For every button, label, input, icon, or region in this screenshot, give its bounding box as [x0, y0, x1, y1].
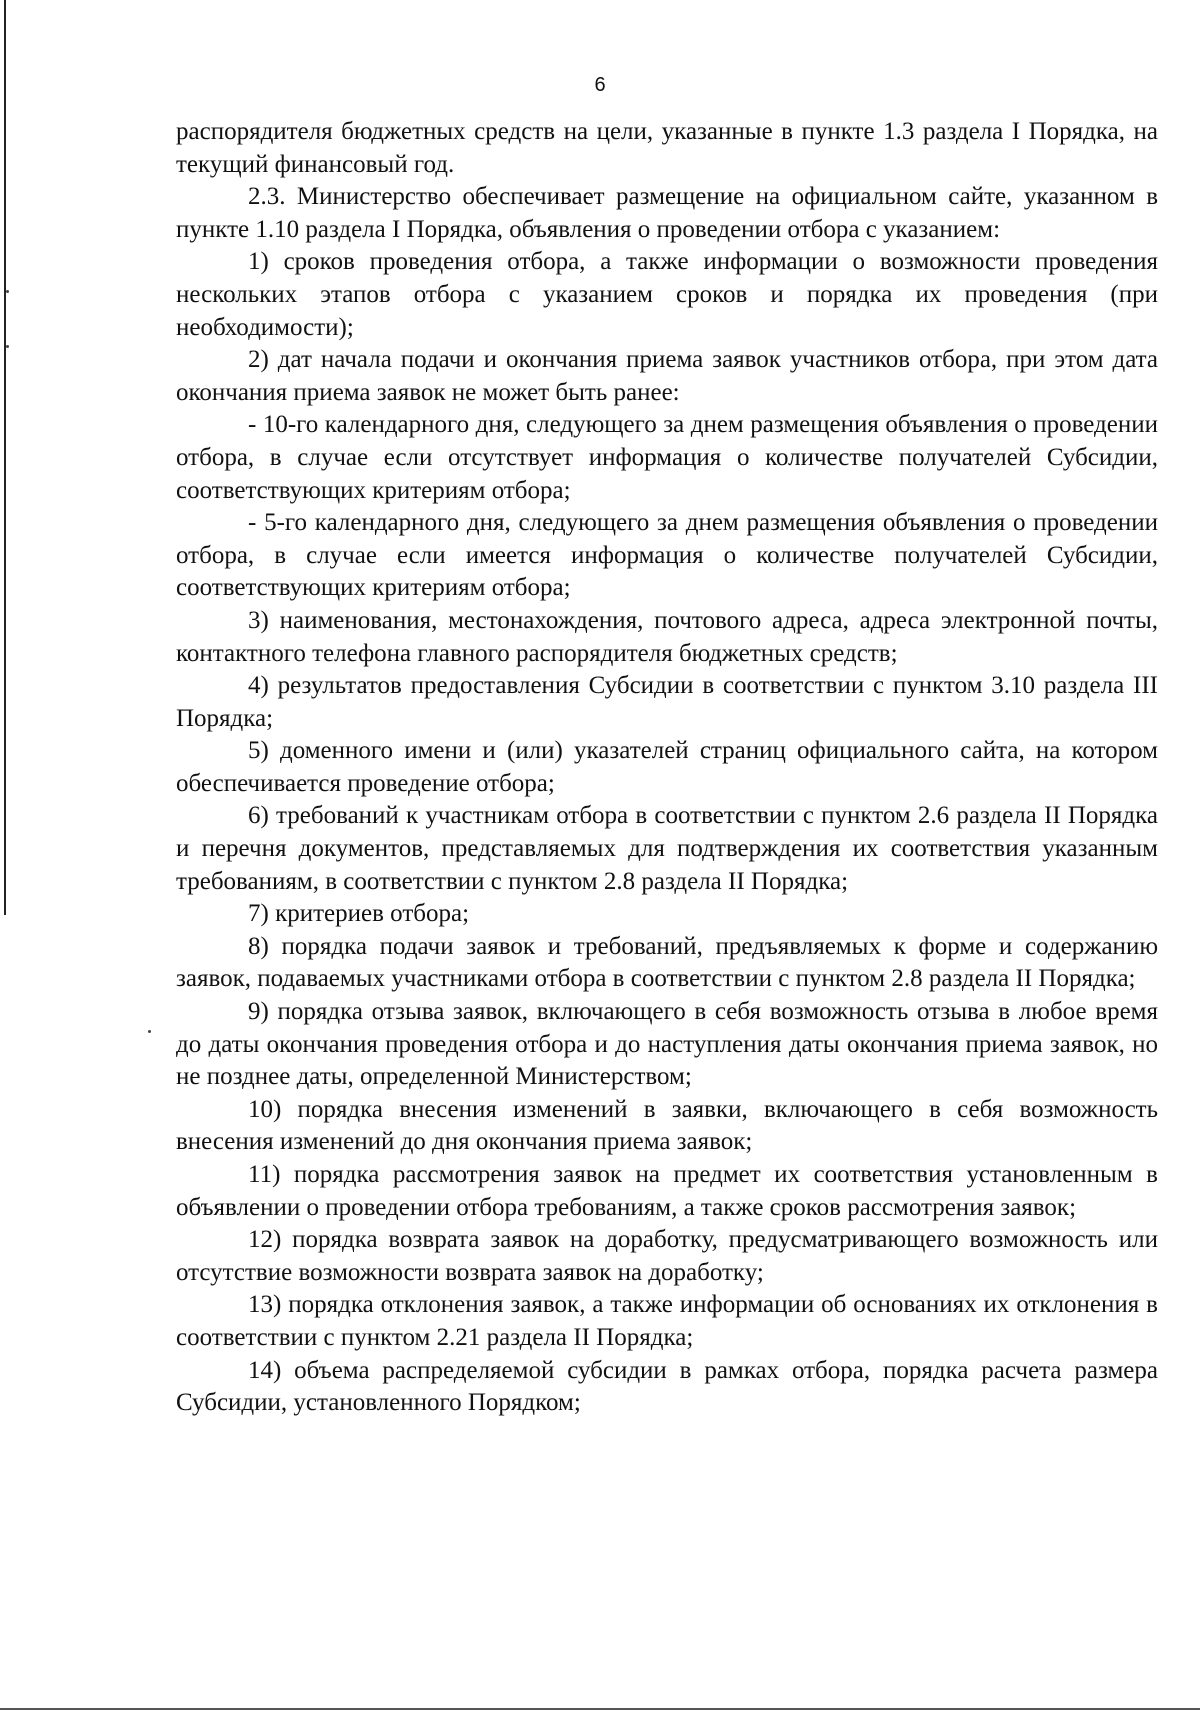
paragraph: 9) порядка отзыва заявок, включающего в себя возможность отзыва в любое время до даты окончания проведения отбора и до наступления даты окончания приема заявок, но не позднее даты, определенной Министерством;	[176, 998, 1158, 1091]
paragraph: распорядителя бюджетных средств на цели, указанные в пункте 1.3 раздела I Порядка, на текущий финансовый год.	[176, 118, 1158, 178]
paragraph: - 10-го календарного дня, следующего за днем размещения объявления о проведении отбора, в случае если отсутствует информация о количестве получателей Субсидии, соответствующих критериям отбора;	[176, 411, 1158, 504]
paragraph: 10) порядка внесения изменений в заявки, включающего в себя возможность внесения изменений до дня окончания приема заявок;	[176, 1095, 1158, 1156]
scan-speck	[6, 290, 9, 293]
scan-edge-left	[4, 0, 6, 915]
paragraph: 11) порядка рассмотрения заявок на предмет их соответствия установленным в объявлении о проведении отбора требованиям, а также сроков рассмотрения заявок;	[176, 1161, 1158, 1221]
paragraph: 5) доменного имени и (или) указателей страниц официального сайта, на котором обеспечивается проведение отбора;	[176, 737, 1158, 797]
paragraph: 14) объема распределяемой субсидии в рамках отбора, порядка расчета размера Субсидии, установленного Порядком;	[176, 1356, 1158, 1417]
scan-speck	[6, 345, 9, 348]
paragraph: 7) критериев отбора;	[248, 900, 470, 928]
paragraph: 4) результатов предоставления Субсидии в соответствии с пунктом 3.10 раздела III Порядка;	[176, 672, 1158, 732]
paragraph: 13) порядка отклонения заявок, а также информации об основаниях их отклонения в соответствии с пунктом 2.21 раздела II Порядка;	[176, 1291, 1158, 1351]
paragraph: - 5-го календарного дня, следующего за днем размещения объявления о проведении отбора, в случае если имеется информация о количестве получателей Субсидии, соответствующих критериям отбора;	[176, 509, 1158, 602]
scan-speck	[148, 1030, 151, 1033]
page-number: 6	[594, 74, 606, 96]
scan-edge-bottom	[0, 1708, 1200, 1710]
paragraph: 3) наименования, местонахождения, почтового адреса, адреса электронной почты, контактного телефона главного распорядителя бюджетных средств;	[176, 606, 1158, 667]
paragraph: 1) сроков проведения отбора, а также информации о возможности проведения нескольких этапов отбора с указанием сроков и порядка их проведения (при необходимости);	[176, 248, 1158, 341]
paragraph: 6) требований к участникам отбора в соответствии с пунктом 2.6 раздела II Порядка и перечня документов, представляемых для подтверждения их соответствия указанным требованиям, в соответствии с пунктом 2.8 раздела II Порядка;	[176, 802, 1158, 895]
document-body	[176, 116, 1158, 1420]
paragraph: 2.3. Министерство обеспечивает размещение на официальном сайте, указанном в пункте 1.10 раздела I Порядка, объявления о проведении отбора с указанием:	[176, 183, 1158, 243]
paragraph: 2) дат начала подачи и окончания приема заявок участников отбора, при этом дата окончания приема заявок не может быть ранее:	[176, 346, 1158, 406]
paragraph: 8) порядка подачи заявок и требований, предъявляемых к форме и содержанию заявок, подаваемых участниками отбора в соответствии с пунктом 2.8 раздела II Порядка;	[176, 932, 1158, 993]
paragraph: 12) порядка возврата заявок на доработку, предусматривающего возможность или отсутствие возможности возврата заявок на доработку;	[176, 1226, 1158, 1286]
